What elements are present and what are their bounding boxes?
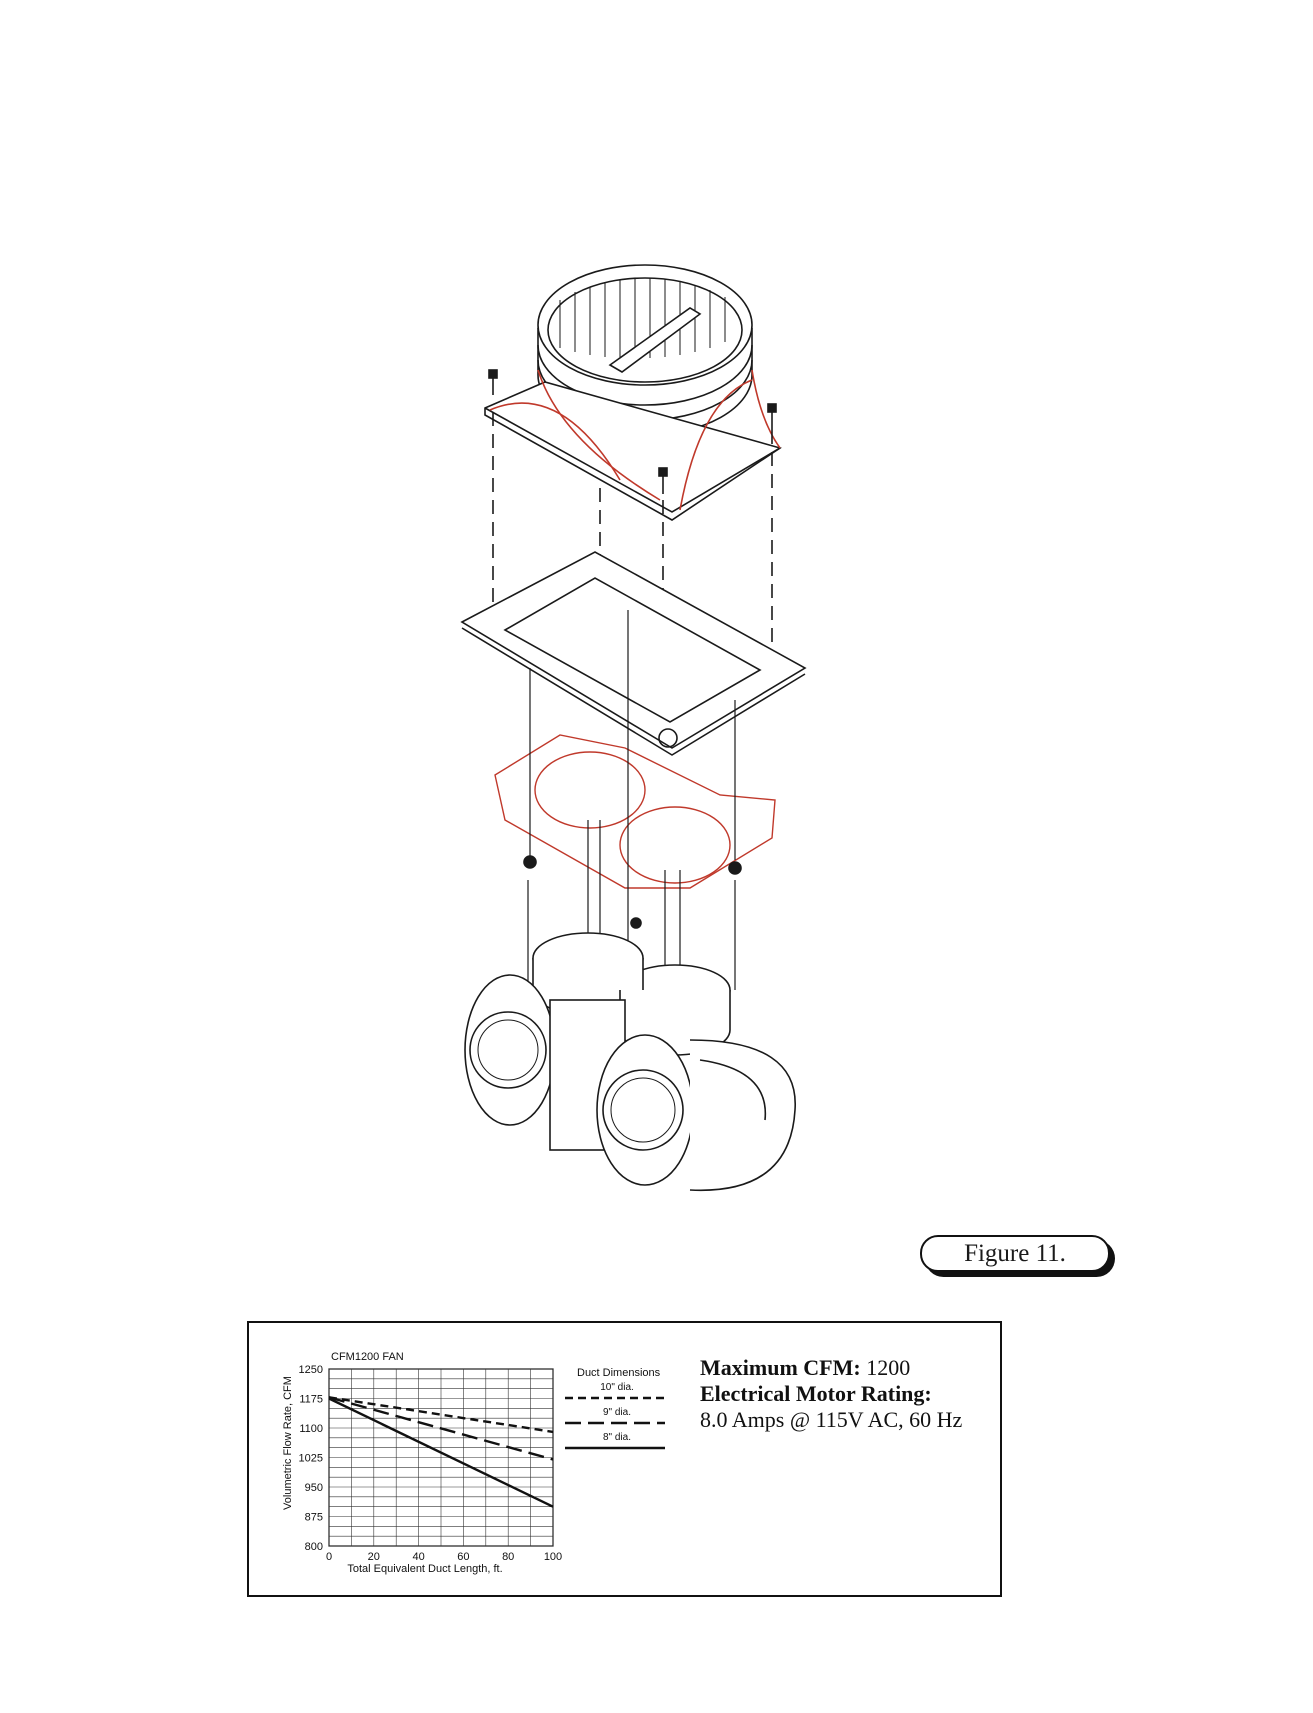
chart-ylabel: Volumetric Flow Rate, CFM — [282, 1376, 294, 1510]
y-tick-label: 800 — [304, 1541, 323, 1553]
nuts — [524, 856, 741, 928]
chart-title: CFM1200 FAN — [331, 1351, 404, 1363]
blower-motors — [465, 933, 795, 1190]
x-tick-label: 40 — [412, 1551, 425, 1563]
motor-rating-label-row — [700, 1381, 1000, 1407]
legend — [565, 1382, 665, 1448]
x-tick-labels — [326, 1551, 562, 1563]
motor-rating-value: 8.0 Amps @ 115V AC, 60 Hz — [700, 1407, 963, 1432]
legend-label: 10" dia. — [600, 1382, 634, 1393]
y-tick-label: 1100 — [299, 1423, 323, 1435]
y-tick-label: 1250 — [298, 1364, 323, 1376]
legend-title: Duct Dimensions — [577, 1367, 661, 1379]
x-tick-label: 0 — [325, 1551, 333, 1563]
figure-label-text: Figure 11. — [920, 1235, 1110, 1272]
legend-label: 9" dia. — [602, 1407, 632, 1418]
motor-rating-label: Electrical Motor Rating: — [700, 1381, 932, 1406]
y-tick-labels — [299, 1364, 323, 1553]
x-tick-label: 20 — [367, 1551, 380, 1563]
specs-panel — [700, 1355, 1000, 1433]
y-tick-label: 875 — [304, 1511, 323, 1524]
mounting-plate — [462, 552, 805, 755]
chart-xlabel: Total Equivalent Duct Length, ft. — [347, 1563, 503, 1575]
y-tick-label: 950 — [304, 1482, 323, 1494]
x-tick-label: 80 — [502, 1551, 515, 1563]
x-tick-label: 60 — [457, 1551, 470, 1563]
max-cfm-row — [700, 1355, 1000, 1381]
max-cfm-value: 1200 — [866, 1355, 911, 1380]
figure-label — [920, 1235, 1110, 1272]
y-tick-label: 1025 — [298, 1452, 323, 1465]
chart-grid — [329, 1369, 553, 1546]
max-cfm-label: Maximum CFM: — [700, 1355, 861, 1380]
legend-label: 8" dia. — [602, 1432, 632, 1443]
x-tick-label: 100 — [543, 1551, 563, 1563]
y-tick-label: 1175 — [299, 1393, 323, 1406]
